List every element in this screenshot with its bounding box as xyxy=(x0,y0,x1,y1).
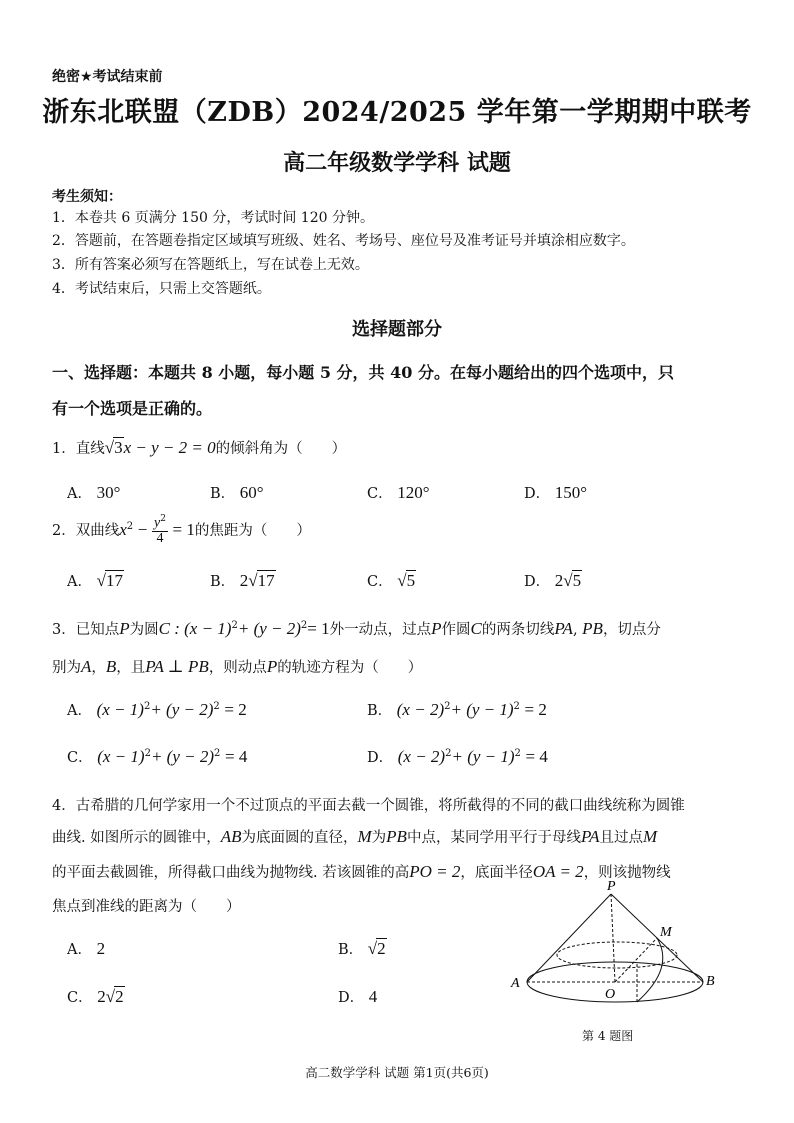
notice-item: 2．答题前，在答题卷指定区域填写班级、姓名、考场号、座位号及准考证号并填涂相应数字。 xyxy=(52,233,635,249)
q4-option-d[interactable]: D． 4 xyxy=(338,987,378,1006)
q1-tail: 的倾斜角为（ ） xyxy=(215,441,347,457)
q1-root: 3 xyxy=(114,438,123,457)
q2-option-c[interactable]: C． √5 xyxy=(367,571,416,590)
parabola-section xyxy=(637,938,663,1002)
segment-om xyxy=(615,938,657,982)
q1-option-b[interactable]: B． 60° xyxy=(210,483,264,502)
part1-title-line1: 一、选择题：本题共 8 小题，每小题 5 分，共 40 分。在每小题给出的四个选项中，只 xyxy=(52,363,674,382)
notice-item: 4．考试结束后，只需上交答题纸。 xyxy=(52,281,271,297)
notice-item: 3．所有答案必须写在答题纸上，写在试卷上无效。 xyxy=(52,257,369,273)
part1-title-line2: 有一个选项是正确的。 xyxy=(52,399,213,418)
confidential-label: 绝密★考试结束前 xyxy=(52,69,163,85)
q4-option-b[interactable]: B． √2 xyxy=(338,939,386,958)
cone-edge-pa xyxy=(527,894,611,982)
q3-option-b[interactable]: B． $(x - 2)^2+ (y - 1)^2 = 2$ xyxy=(367,700,547,719)
q1-number: 1．直线 xyxy=(52,441,105,457)
notice-item: 1．本卷共 6 页满分 150 分，考试时间 120 分钟。 xyxy=(52,210,374,226)
label-o: O xyxy=(605,987,616,1002)
question-4-line2: 曲线. 如图所示的圆锥中，AB为底面圆的直径，M为PB中点，某同学用平行于母线PA且过点M xyxy=(52,827,658,846)
cone-figure xyxy=(505,878,725,1006)
q1-option-d[interactable]: D． 150° xyxy=(524,483,588,502)
q1-expression: x − y − 2 = 0 xyxy=(123,438,216,457)
q2-option-a[interactable]: A． √17 xyxy=(67,571,123,590)
question-3-line1: 3．已知点P为圆C : $(x - 1)^2+ (y - 2)^2= 1$外一动点，过点P作圆C的两条切线PA, PB，切点分 xyxy=(52,619,661,638)
exam-subtitle: 高二年级数学学科 试题 xyxy=(283,150,511,176)
label-p: P xyxy=(607,879,616,894)
question-1: 1．直线√3x − y − 2 = 0的倾斜角为（ ） xyxy=(52,438,347,457)
question-4-line4: 焦点到准线的距离为（ ） xyxy=(52,899,241,915)
q3-option-c[interactable]: C． $(x - 1)^2+ (y - 2)^2 = 4$ xyxy=(67,747,248,766)
q1-option-a[interactable]: A． 30° xyxy=(67,483,121,502)
cone-height-po xyxy=(611,894,615,982)
label-b: B xyxy=(706,974,715,989)
q4-option-a[interactable]: A． 2 xyxy=(67,939,106,958)
q4-option-c[interactable]: C． 2√2 xyxy=(67,987,124,1006)
notice-heading: 考生须知： xyxy=(52,189,122,205)
section-title: 选择题部分 xyxy=(352,319,442,340)
page-footer: 高二数学学科 试题 第1页(共6页) xyxy=(305,1065,489,1080)
q2-fraction: $\frac{y^2}{4}$ xyxy=(153,514,166,547)
exam-title: 浙东北联盟（ZDB）2024/2025 学年第一学期期中联考 xyxy=(42,97,752,128)
q2-option-d[interactable]: D． 2√5 xyxy=(524,571,582,590)
label-a: A xyxy=(511,976,520,991)
question-4-line1: 4．古希腊的几何学家用一个不过顶点的平面去截一个圆锥，将所截得的不同的截口曲线统称为圆锥 xyxy=(52,798,685,814)
figure-caption: 第 4 题图 xyxy=(582,1029,634,1043)
label-m: M xyxy=(660,925,672,940)
q1-option-c[interactable]: C． 120° xyxy=(367,483,430,502)
question-3-line2: 别为A，B，且PA ⊥ PB，则动点P的轨迹方程为（ ） xyxy=(52,657,423,676)
q3-option-d[interactable]: D． $(x - 2)^2+ (y - 1)^2 = 4$ xyxy=(367,747,548,766)
question-4-line3: 的平面去截圆锥，所得截口曲线为抛物线. 若该圆锥的高PO = 2，底面半径OA = 2，则该抛物线 xyxy=(52,862,671,881)
question-2: 2．双曲线$x^2$ − $\frac{y^2}{4}$ = 1的焦距为（ ） xyxy=(52,514,311,547)
q3-option-a[interactable]: A． $(x - 1)^2+ (y - 2)^2 = 2$ xyxy=(67,700,247,719)
q2-option-b[interactable]: B． 2√17 xyxy=(210,571,275,590)
mid-section xyxy=(557,942,677,968)
